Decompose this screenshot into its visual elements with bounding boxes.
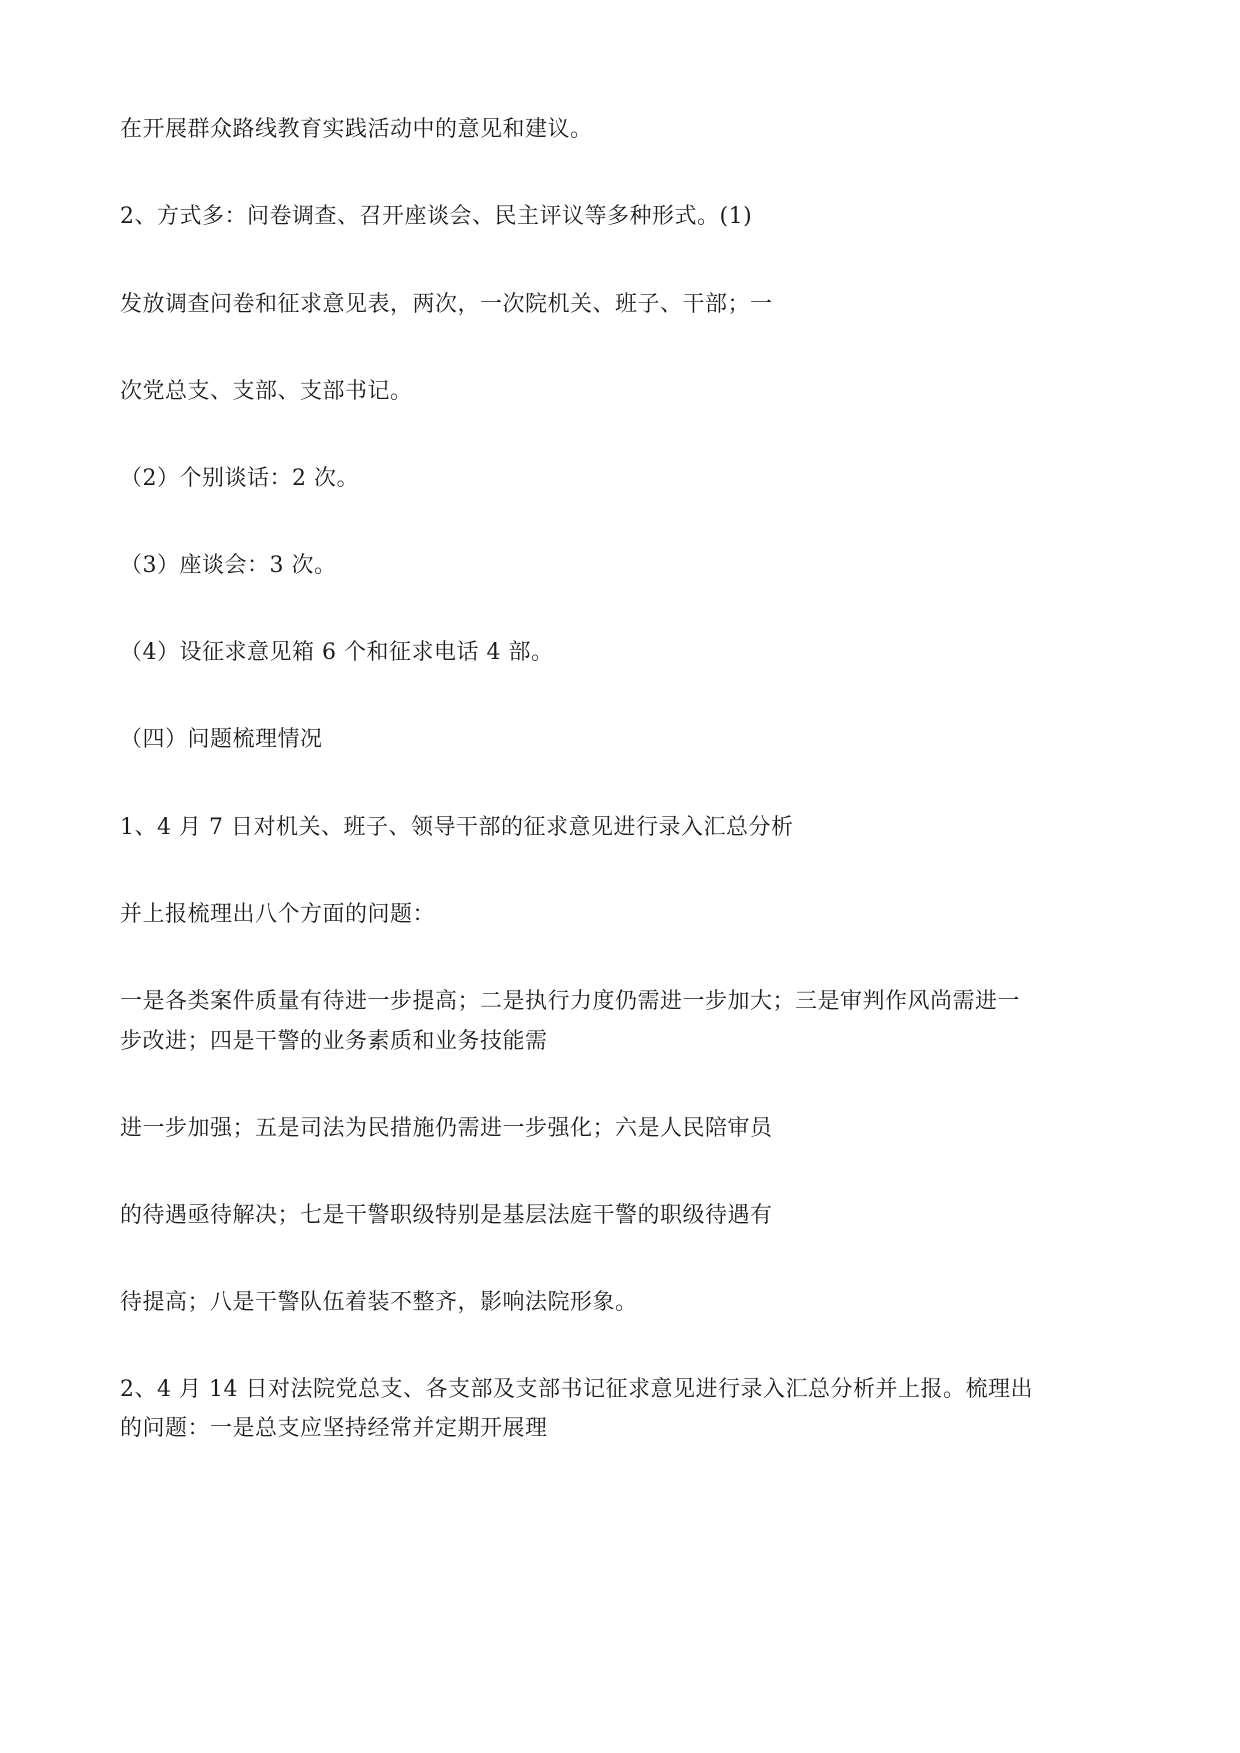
text-line: 一是各类案件质量有待进一步提高；二是执行力度仍需进一步加大；三是审判作风尚需进一: [120, 989, 1021, 1014]
text-line: 在开展群众路线教育实践活动中的意见和建议。: [120, 117, 593, 142]
text-line: 进一步加强；五是司法为民措施仍需进一步强化；六是人民陪审员: [120, 1116, 773, 1141]
text-line: 待提高；八是干警队伍着装不整齐，影响法院形象。: [120, 1290, 638, 1315]
text-line: 2、4 月 14 日对法院党总支、各支部及支部书记征求意见进行录入汇总分析并上报。梳理出: [120, 1377, 1033, 1402]
text-line: （2）个别谈话：2 次。: [120, 466, 359, 491]
text-line: 的待遇亟待解决；七是干警职级特别是基层法庭干警的职级待遇有: [120, 1203, 773, 1228]
text-line: 1、4 月 7 日对机关、班子、领导干部的征求意见进行录入汇总分析: [120, 815, 794, 840]
text-line: （4）设征求意见箱 6 个和征求电话 4 部。: [120, 640, 554, 665]
text-line: 次党总支、支部、支部书记。: [120, 379, 413, 404]
text-line: 步改进；四是干警的业务素质和业务技能需: [120, 1029, 548, 1054]
text-line: 的问题：一是总支应坚持经常并定期开展理: [120, 1416, 548, 1441]
text-line: 2、方式多：问卷调查、召开座谈会、民主评议等多种形式。(1): [120, 204, 753, 229]
text-line: 并上报梳理出八个方面的问题：: [120, 902, 436, 927]
text-line: （3）座谈会：3 次。: [120, 553, 337, 578]
text-line: 发放调查问卷和征求意见表，两次，一次院机关、班子、干部；一: [120, 292, 773, 317]
section-heading: （四）问题梳理情况: [120, 727, 323, 752]
